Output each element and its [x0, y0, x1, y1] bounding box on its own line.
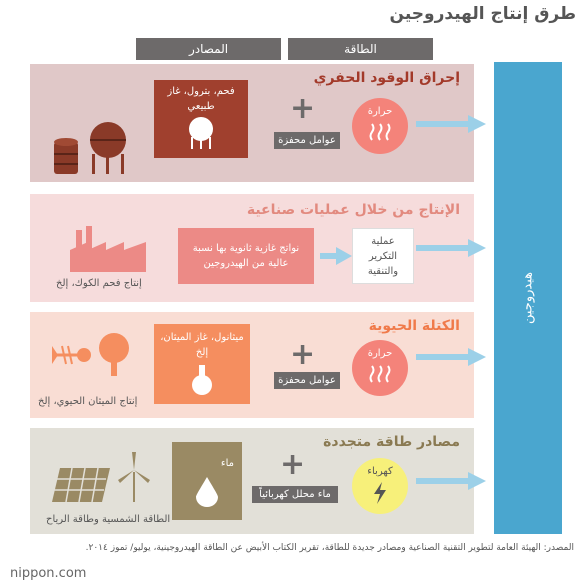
plus-icon: +: [290, 337, 316, 372]
panel-fossil: [30, 64, 474, 182]
biomass-source-box: ميثانول، غاز الميثان، إلخ: [154, 324, 250, 404]
fossil-source-box: فحم، بترول، غاز طبيعي: [154, 80, 248, 158]
heat-icon: [368, 122, 392, 146]
source-note: المصدر: الهيئة العامة لتطوير التقنية الصناعية ومصادر جديدة للطاقة، تقرير الكتاب الأبيض عن الطاقة الهيدروجينية، يوليو/ تموز ٢٠١٤.: [85, 543, 574, 553]
panel-fossil-title: إحراق الوقود الحفري: [313, 70, 460, 86]
panel-renewable-title: مصادر طاقة متجددة: [323, 434, 460, 450]
panel-biomass: [30, 312, 474, 418]
solar-panel-icon: [52, 468, 110, 506]
electrolysis-tag: ماء محلل كهربائياً: [252, 486, 338, 503]
gas-tank-icon: [184, 115, 218, 154]
electricity-circle: كهرباء: [352, 458, 408, 514]
water-drop-icon: [196, 477, 218, 512]
lightning-icon: [372, 482, 388, 508]
tree-icon: [94, 332, 134, 380]
flask-icon: [190, 365, 214, 400]
plus-icon: +: [280, 447, 306, 482]
arrow-right-icon: [416, 239, 486, 261]
arrow-right-icon: [416, 115, 486, 137]
panel-industrial: [30, 194, 474, 302]
header-sources: المصادر: [136, 38, 281, 60]
hydrogen-bar: [494, 62, 562, 534]
hydrogen-label: هيدروجين: [520, 271, 536, 325]
wind-turbine-icon: [114, 452, 154, 506]
industrial-caption: إنتاج فحم الكوك، إلخ: [56, 278, 142, 289]
fish-bone-icon: [52, 340, 92, 374]
header-energy: الطاقة: [288, 38, 433, 60]
biomass-heat-circle: حرارة: [352, 340, 408, 396]
renewable-caption: الطاقة الشمسية وطاقة الرياح: [46, 514, 171, 525]
panel-biomass-title: الكتلة الحيوية: [368, 318, 460, 334]
factory-icon: [70, 226, 146, 276]
oil-tanks-icon: [52, 118, 132, 180]
plus-icon: +: [290, 91, 316, 126]
refining-process-box: عملية التكرير والتنقية: [352, 228, 414, 284]
fossil-heat-circle: حرارة: [352, 98, 408, 154]
arrow-right-icon: [320, 247, 352, 269]
renewable-source-box: ماء: [172, 442, 242, 520]
page-title: طرق إنتاج الهيدروجين: [389, 4, 576, 24]
biomass-catalyst-tag: عوامل محفزة: [274, 372, 340, 389]
nippon-logo: nippon.com: [10, 566, 87, 581]
industrial-source-box: نواتج غازية ثانوية بها نسبة عالية من الهيدروجين: [178, 228, 314, 284]
arrow-right-icon: [416, 348, 486, 370]
panel-renewable: [30, 428, 474, 534]
panel-industrial-title: الإنتاج من خلال عمليات صناعية: [246, 202, 460, 218]
heat-icon: [368, 364, 392, 388]
biomass-caption: إنتاج الميثان الحيوي، إلخ: [38, 396, 138, 407]
arrow-right-icon: [416, 472, 486, 494]
fossil-catalyst-tag: عوامل محفزة: [274, 132, 340, 149]
